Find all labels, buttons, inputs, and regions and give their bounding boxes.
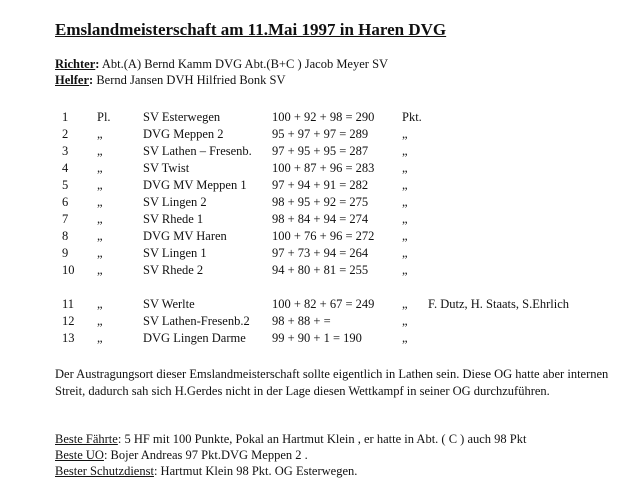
judges-line: Richter: Abt.(A) Bernd Kamm DVG Abt.(B+C ) Jacob Meyer SV [55, 57, 389, 71]
result-score: 99 + 90 + 1 = 190 [272, 331, 362, 345]
result-team: DVG Lingen Darme [143, 331, 246, 345]
result-points-unit: „ [402, 331, 408, 345]
result-team: SV Rhede 2 [143, 263, 204, 277]
result-place-number: 11 [62, 297, 75, 311]
best-tracking-line [55, 432, 526, 447]
result-note: F. Dutz, H. Staats, S.Ehrlich [428, 297, 570, 311]
best-obedience-line [55, 448, 308, 463]
result-place-marker: „ [97, 263, 103, 277]
result-score: 100 + 87 + 96 = 283 [272, 161, 375, 175]
result-score: 95 + 97 + 97 = 289 [272, 127, 369, 141]
result-place-number: 12 [62, 314, 75, 328]
result-place-marker: „ [97, 314, 103, 328]
best-tracking-label: Beste Fährte [55, 432, 118, 446]
page-title: Emslandmeisterschaft am 11.Mai 1997 in Haren DVG [55, 20, 447, 39]
result-place-marker: „ [97, 229, 103, 243]
result-points-unit: „ [402, 195, 408, 209]
result-points-unit: „ [402, 212, 408, 226]
result-row [0, 161, 636, 175]
result-row [0, 297, 636, 311]
result-team: SV Lingen 2 [143, 195, 207, 209]
result-place-number: 4 [62, 161, 69, 175]
judges-text: Abt.(A) Bernd Kamm DVG Abt.(B+C ) Jacob Meyer SV [99, 57, 389, 71]
result-place-marker: „ [97, 246, 103, 260]
result-team: DVG Meppen 2 [143, 127, 224, 141]
result-team: SV Lingen 1 [143, 246, 207, 260]
result-place-number: 2 [62, 127, 69, 141]
result-place-number: 3 [62, 144, 69, 158]
best-protection-label: Bester Schutzdienst [55, 464, 154, 478]
best-obedience-label: Beste UO [55, 448, 104, 462]
result-place-marker: „ [97, 178, 103, 192]
result-score: 100 + 92 + 98 = 290 [272, 110, 375, 124]
result-place-marker: „ [97, 331, 103, 345]
result-points-unit: „ [402, 263, 408, 277]
result-row [0, 195, 636, 209]
result-place-marker: „ [97, 144, 103, 158]
result-points-unit: „ [402, 144, 408, 158]
result-points-unit: „ [402, 246, 408, 260]
result-score: 98 + 88 + = [272, 314, 331, 328]
result-row [0, 263, 636, 277]
result-place-number: 6 [62, 195, 69, 209]
result-row [0, 246, 636, 260]
result-points-unit: „ [402, 161, 408, 175]
result-place-marker: „ [97, 127, 103, 141]
result-team: SV Lathen – Fresenb. [143, 144, 252, 158]
best-protection-text: : Hartmut Klein 98 Pkt. OG Esterwegen. [153, 464, 358, 478]
helpers-text: Bernd Jansen DVH Hilfried Bonk SV [93, 73, 286, 87]
result-score: 100 + 76 + 96 = 272 [272, 229, 375, 243]
result-row [0, 331, 636, 345]
result-score: 97 + 73 + 94 = 264 [272, 246, 369, 260]
result-place-marker: „ [97, 161, 103, 175]
result-team: DVG MV Meppen 1 [143, 178, 247, 192]
result-place-marker: „ [97, 297, 103, 311]
result-score: 98 + 84 + 94 = 274 [272, 212, 369, 226]
best-obedience-text: : Bojer Andreas 97 Pkt.DVG Meppen 2 . [103, 448, 308, 462]
result-team: SV Werlte [143, 297, 195, 311]
result-team: DVG MV Haren [143, 229, 227, 243]
result-row [0, 212, 636, 226]
result-place-number: 10 [62, 263, 75, 277]
judges-label: Richter [55, 57, 96, 71]
helpers-label: Helfer [55, 73, 90, 87]
result-points-unit: „ [402, 178, 408, 192]
result-score: 100 + 82 + 67 = 249 [272, 297, 375, 311]
result-team: SV Esterwegen [143, 110, 221, 124]
best-protection-line [55, 464, 357, 479]
result-row [0, 110, 636, 124]
result-place-number: 9 [62, 246, 69, 260]
result-row [0, 127, 636, 141]
result-place-number: 8 [62, 229, 69, 243]
result-place-marker: Pl. [97, 110, 111, 124]
result-row [0, 314, 636, 328]
result-row [0, 229, 636, 243]
result-score: 97 + 95 + 95 = 287 [272, 144, 369, 158]
result-points-unit: „ [402, 314, 408, 328]
result-place-marker: „ [97, 195, 103, 209]
result-score: 97 + 94 + 91 = 282 [272, 178, 369, 192]
result-team: SV Rhede 1 [143, 212, 204, 226]
result-points-unit: „ [402, 297, 408, 311]
result-points-unit: „ [402, 229, 408, 243]
result-points-unit: Pkt. [402, 110, 422, 124]
result-place-number: 1 [62, 110, 69, 124]
result-team: SV Twist [143, 161, 190, 175]
result-points-unit: „ [402, 127, 408, 141]
helpers-line: Helfer: Bernd Jansen DVH Hilfried Bonk SV [55, 73, 286, 87]
result-place-marker: „ [97, 212, 103, 226]
result-place-number: 7 [62, 212, 69, 226]
result-place-number: 5 [62, 178, 69, 192]
result-team: SV Lathen-Fresenb.2 [143, 314, 250, 328]
result-score: 98 + 95 + 92 = 275 [272, 195, 369, 209]
best-tracking-text: : 5 HF mit 100 Punkte, Pokal an Hartmut Klein , er hatte in Abt. ( C ) auch 98 Pkt [117, 432, 527, 446]
result-row [0, 144, 636, 158]
result-row [0, 178, 636, 192]
result-place-number: 13 [62, 331, 75, 345]
venue-paragraph: Der Austragungsort dieser Emslandmeisterschaft sollte eigentlich in Lathen sein. Diese OG hatte aber internen Streit, dadurch sah sich H.Gerdes nicht in der Lage diesen Wettkampf in seiner OG durchzuführen. [55, 367, 609, 398]
result-score: 94 + 80 + 81 = 255 [272, 263, 369, 277]
